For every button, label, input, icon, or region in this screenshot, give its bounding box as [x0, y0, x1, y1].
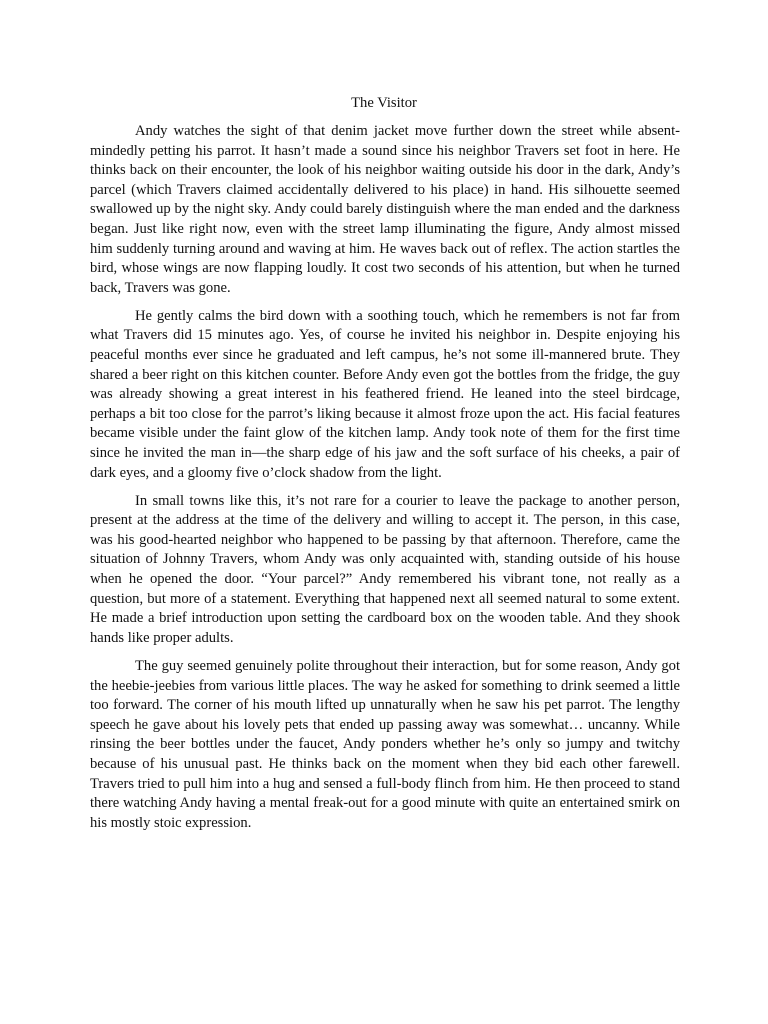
document-body: [90, 122, 680, 842]
paragraph-2: He gently calms the bird down with a soothing touch, which he remembers is not far from what Travers did 15 minutes ago. Yes, of course he invited his neighbor in. Despite enjoying his peaceful months ever since he graduated and left campus, he’s not some ill-mannered brute. They shared a beer right on this kitchen counter. Before Andy even got the bottles from the fridge, the guy was already showing a great interest in his feathered friend. He leaned into the steel birdcage, perhaps a bit too close for the parrot’s liking because it almost froze upon the act. His facial features became visible under the faint glow of the kitchen lamp. Andy took note of them for the first time since he invited the man in—the sharp edge of his jaw and the soft surface of his cheeks, a pair of dark eyes, and a gloomy five o’clock shadow from the light.: [90, 307, 680, 481]
paragraph-1: Andy watches the sight of that denim jacket move further down the street while absent-mindedly petting his parrot. It hasn’t made a sound since his neighbor Travers set foot in here. He thinks back on their encounter, the look of his neighbor waiting outside his door in the dark, Andy’s parcel (which Travers claimed accidentally delivered to his place) in hand. His silhouette seemed swallowed up by the night sky. Andy could barely distinguish where the man ended and the darkness began. Just like right now, even with the street lamp illuminating the figure, Andy almost missed him suddenly turning around and waving at him. He waves back out of reflex. The action startles the bird, whose wings are now flapping loudly. It cost two seconds of his attention, but when he turned back, Travers was gone.: [90, 123, 680, 296]
document-title: The Visitor: [351, 95, 417, 111]
paragraph-4: The guy seemed genuinely polite throughout their interaction, but for some reason, Andy got the heebie-jeebies from various little places. The way he asked for something to drink seemed a little too forward. The corner of his mouth lifted up unnaturally when he saw his pet parrot. The lengthy speech he gave about his lovely pets that ended up passing away was somewhat… uncanny. While rinsing the beer bottles under the faucet, Andy ponders whether he’s only so jumpy and twitchy because of his unusual past. He thinks back on the moment when they bid each other farewell. Travers tried to pull him into a hug and sensed a full-body flinch from him. He then proceed to stand there watching Andy having a mental freak-out for a good minute with quite an entertained smirk on his mostly stoic expression.: [90, 657, 680, 831]
paragraph-3: In small towns like this, it’s not rare for a courier to leave the package to another person, present at the address at the time of the delivery and willing to accept it. The person, in this case, was his good-hearted neighbor who happened to be passing by that afternoon. Therefore, came the situation of Johnny Travers, whom Andy was only acquainted with, standing outside of his house when he opened the door. “Your parcel?” Andy remembered his vibrant tone, not really as a question, but more of a statement. Everything that happened next all seemed natural to some extent. He made a brief introduction upon setting the cardboard box on the wooden table. And they shook hands like proper adults.: [90, 492, 680, 646]
